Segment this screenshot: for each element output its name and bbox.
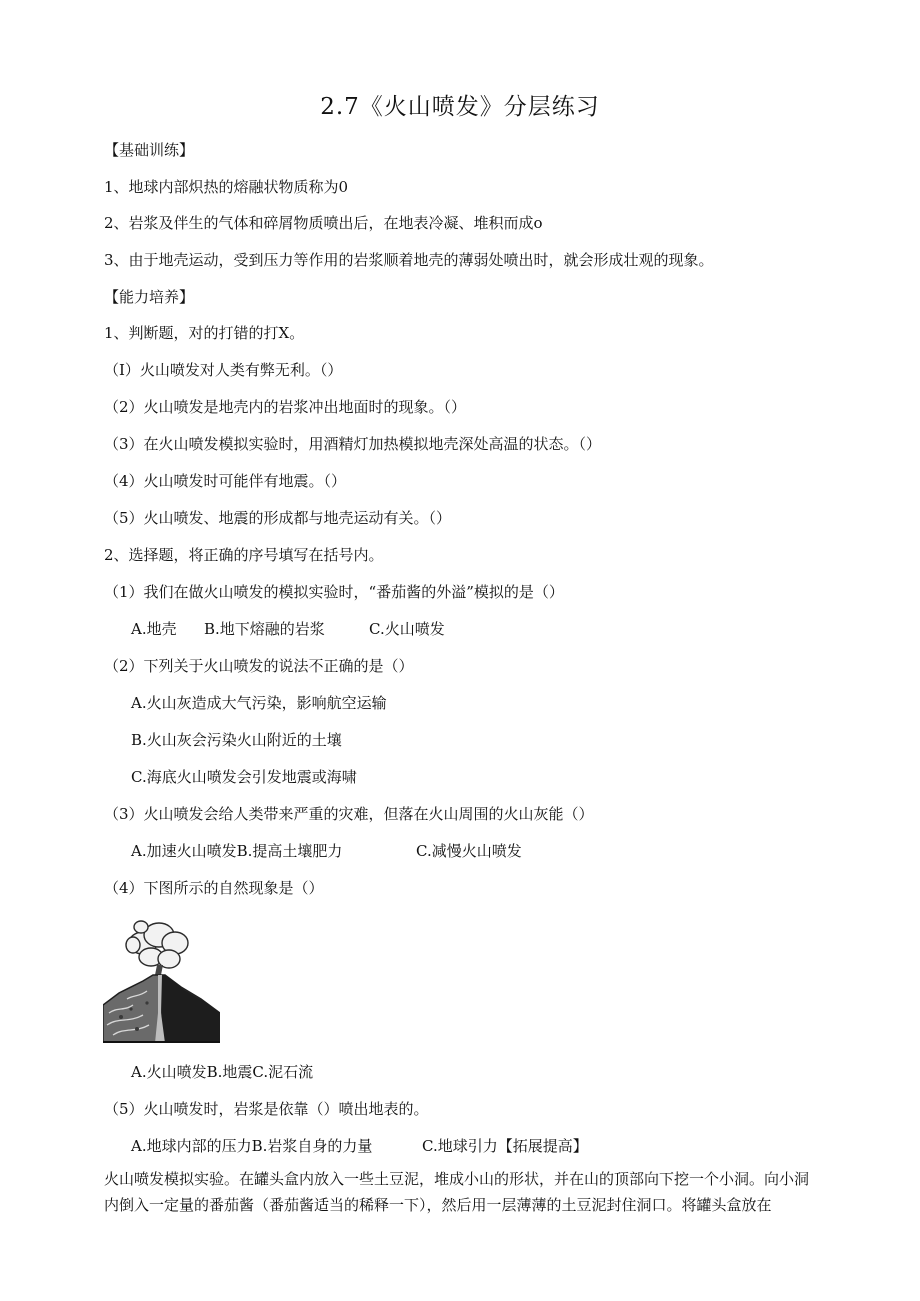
choice-q1-option-c: C.火山喷发 — [369, 620, 445, 638]
choice-q2-option-b: B.火山灰会污染火山附近的土壤 — [131, 731, 342, 749]
choice-q2-option-a: A.火山灰造成大气污染，影响航空运输 — [131, 694, 387, 712]
judge-item-1: （I）火山喷发对人类有弊无利。（） — [104, 361, 343, 379]
choice-q5-option-c: C.地球引力【拓展提高】 — [422, 1137, 588, 1155]
page-title: 2.7《火山喷发》分层练习 — [320, 94, 600, 120]
choice-q4: （4）下图所示的自然现象是（） — [104, 879, 324, 897]
choice-q4-options: A.火山喷发B.地震C.泥石流 — [131, 1063, 314, 1081]
choice-q2: （2）下列关于火山喷发的说法不正确的是（） — [104, 657, 414, 675]
judge-item-5: （5）火山喷发、地震的形成都与地壳运动有关。（） — [104, 509, 452, 527]
judge-item-2: （2）火山喷发是地壳内的岩浆冲出地面时的现象。（） — [104, 398, 467, 416]
section-basic-heading: 【基础训练】 — [104, 141, 195, 159]
basic-question-1: 1、地球内部炽热的熔融状物质称为0 — [104, 178, 349, 196]
choice-q3-options-ab: A.加速火山喷发B.提高土壤肥力 — [131, 842, 343, 860]
judge-item-4: （4）火山喷发时可能伴有地震。（） — [104, 472, 347, 490]
choice-heading: 2、选择题，将正确的序号填写在括号内。 — [104, 546, 384, 564]
judge-item-3: （3）在火山喷发模拟实验时，用酒精灯加热模拟地壳深处高温的状态。（） — [104, 435, 602, 453]
section-ability-heading: 【能力培养】 — [104, 288, 195, 306]
choice-q1-option-b: B.地下熔融的岩浆 — [204, 620, 325, 638]
extension-paragraph: 火山喷发模拟实验。在罐头盒内放入一些土豆泥，堆成小山的形状，并在山的顶部向下挖一个小洞。向小洞内倒入一定量的番茄酱（番茄酱适当的稀释一下），然后用一层薄薄的土豆泥封住洞口。将罐头盒放在 — [104, 1170, 810, 1214]
choice-q1-option-a: A.地壳 — [131, 620, 177, 638]
basic-question-2: 2、岩浆及伴生的气体和碎屑物质喷出后，在地表冷凝、堆积而成o — [104, 214, 543, 232]
choice-q5: （5）火山喷发时，岩浆是依靠（）喷出地表的。 — [104, 1100, 429, 1118]
choice-q1: （1）我们在做火山喷发的模拟实验时，“番茄酱的外溢”模拟的是（） — [104, 583, 564, 601]
basic-question-3: 3、由于地壳运动，受到压力等作用的岩浆顺着地壳的薄弱处喷出时，就会形成壮观的现象。 — [104, 251, 714, 269]
volcano-figure — [103, 913, 220, 1043]
choice-q3-option-c: C.减慢火山喷发 — [416, 842, 522, 860]
choice-q2-option-c: C.海底火山喷发会引发地震或海啸 — [131, 768, 357, 786]
choice-q3: （3）火山喷发会给人类带来严重的灾难，但落在火山周围的火山灰能（） — [104, 805, 594, 823]
judge-heading: 1、判断题，对的打错的打X。 — [104, 324, 305, 342]
choice-q5-options-ab: A.地球内部的压力B.岩浆自身的力量 — [131, 1137, 373, 1155]
